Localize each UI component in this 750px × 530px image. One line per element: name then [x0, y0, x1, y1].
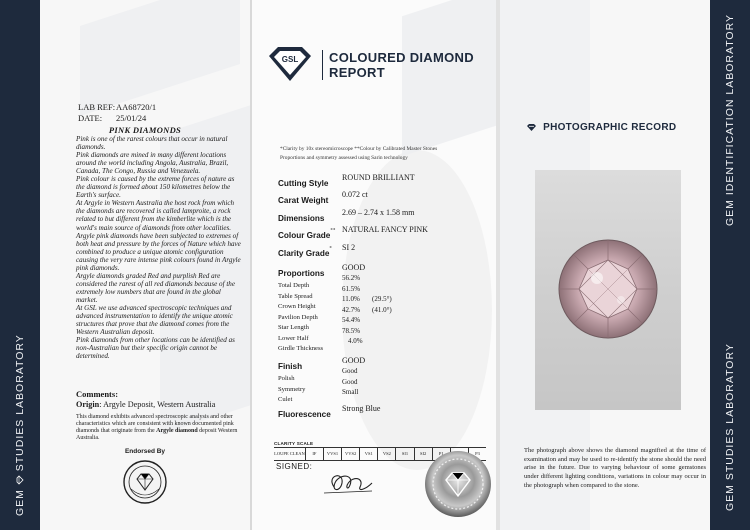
paragraph: Pink is one of the rarest colours that occur in natural diamonds.: [76, 135, 228, 152]
paragraph: Pink diamonds from other locations can be identified as non-Australian but their specific origin cannot be determined.: [76, 336, 235, 361]
origin-line: [76, 400, 215, 409]
right-spine-top-text: GEM IDENTIFICATION LABORATORY: [724, 14, 736, 226]
origin-disclaimer: This diamond exhibits advanced spectroscopic analysis and other characteristics which are consistent with known documented pink diamonds that originate from the Argyle diamond deposit Western Australia.: [76, 414, 238, 441]
paragraph: Pink colour is caused by the extreme forces of nature as the diamond is formed about 150 kilometres below the Earth's surface.: [76, 175, 235, 200]
measurement-notes: *Clarity by 10x stereomicroscope **Colour by Calibrated Master Stones Proportions and symmetry assessed using Sarin technology: [280, 146, 438, 161]
middle-panel: [252, 0, 496, 530]
date-label: DATE:: [78, 113, 103, 123]
right-panel: [500, 0, 710, 530]
lab-reference-block: [78, 102, 156, 124]
clarity-scale-cell: LOUPE CLEAN: [274, 448, 306, 460]
clarity-scale-cell: SI1: [396, 448, 414, 460]
hologram-seal-icon: [424, 450, 492, 518]
clarity-scale-cell: P3: [475, 451, 480, 456]
proportion-detail-row: Lower Half 78.5%: [278, 326, 361, 342]
gsl-logo-icon: [266, 44, 314, 84]
carat-weight-row: Carat Weight 0.072 ct: [278, 190, 368, 205]
date-value: 25/01/24: [116, 113, 147, 123]
clarity-grade-row: Clarity Grade* SI 2: [278, 243, 356, 258]
diamond-photograph: [535, 170, 681, 410]
proportions-row: Proportions GOOD: [278, 263, 366, 278]
left-spine-bottom-text: GEM STUDIES LABORATORY: [14, 334, 26, 516]
clarity-scale-cell: P1: [433, 448, 451, 460]
finish-row: Finish GOOD: [278, 356, 366, 371]
paragraph: At Argyle in Western Australia the host rock from which the diamonds are recovered is called lamproite, a rock related to but different from the kimberlite which is the world's main source of diamonds from other localities.: [76, 199, 235, 232]
origin-label: Origin: [76, 400, 100, 409]
clarity-scale-cell: SI2: [415, 448, 433, 460]
finish-detail-row: Polish Good: [278, 367, 358, 382]
clarity-scale-cell: VS2: [378, 448, 396, 460]
logo-text: GSL: [281, 55, 299, 64]
proportion-detail-row: Star Length 54.4%: [278, 316, 361, 331]
clarity-scale-cell: VVS2: [342, 448, 360, 460]
gem-logo-icon: [16, 475, 24, 485]
clarity-scale-title: CLARITY SCALE: [274, 441, 314, 446]
finish-detail-row: Culet Small: [278, 388, 359, 403]
proportion-detail-row: Crown Height 11.0% (29.5°): [278, 295, 392, 310]
paragraph: Argyle pink diamonds have been subjected to extremes of both heat and pressure by the forces of Nature which have combined to produce a unique atomic configuration causing the very rare intense pink colours found in Argyle pink diamonds.: [76, 231, 241, 272]
comments-heading: Comments:: [76, 389, 119, 399]
round-brilliant-diamond-image: [557, 238, 659, 340]
signed-label: SIGNED:: [276, 462, 313, 471]
clarity-scale-cell: VS1: [360, 448, 378, 460]
paragraph: Pink diamonds are mined in many different locations around the world including Angola, Australia, Brazil, Canada, The Congo, Russia and Venezuela.: [76, 151, 229, 176]
right-spine-bottom-text: GEM STUDIES LABORATORY: [724, 343, 736, 511]
proportion-detail-row: Girdle Thickness 4.0%: [278, 337, 363, 352]
signature-icon: [320, 467, 380, 499]
finish-detail-row: Symmetry Good: [278, 377, 358, 393]
paragraph: At GSL we use advanced spectroscopic techniques and advanced instrumentation to identify the unique atomic structures that prove that the diamond comes from the Western Australian deposit.: [76, 303, 233, 337]
section-title: PINK DIAMONDS: [108, 125, 182, 135]
report-title: COLOURED DIAMOND REPORT: [322, 50, 474, 80]
left-panel: [40, 0, 250, 530]
pink-diamonds-text: [76, 135, 244, 360]
endorsement-seal-icon: [122, 459, 168, 505]
left-spine: [0, 0, 40, 530]
photographic-record-title: PHOTOGRAPHIC RECORD: [526, 122, 676, 133]
proportion-detail-row: Table Spread 61.5%: [278, 284, 361, 300]
fluorescence-row: Fluorescence Strong Blue: [278, 404, 381, 419]
endorsed-by-label: Endorsed By: [124, 448, 166, 455]
photo-caption: The photograph above shows the diamond magnified at the time of examination and may be used to re-identify the stone should the need arise in the future. Due to varying behaviour of some gemstones under different lighting conditions, variations in colour may occur in the photograph when compared to the stone.: [524, 447, 706, 489]
proportion-detail-row: Pavilion Depth 42.7% (41.0°): [278, 305, 392, 321]
origin-value: : Argyle Deposit, Western Australia: [99, 400, 216, 409]
lab-ref-value: AA68720/1: [116, 102, 157, 112]
watermark-band: [80, 0, 240, 116]
colour-grade-row: Colour Grade** NATURAL FANCY PINK: [278, 225, 428, 240]
clarity-scale-cell: VVS1: [324, 448, 342, 460]
lab-ref-label: LAB REF:: [78, 102, 116, 112]
proportion-detail-row: Total Depth 56.2%: [278, 274, 361, 289]
paragraph: Argyle diamonds graded Red and purplish Red are considered the rarest of all red diamonds because of the extremely low numbers that are found in the global market.: [76, 271, 235, 304]
right-spine: [710, 0, 750, 530]
gsl-small-logo-icon: [526, 123, 537, 132]
cutting-style-row: Cutting Style ROUND BRILLIANT: [278, 173, 415, 188]
clarity-scale-cell: IF: [306, 448, 324, 460]
dimensions-row: Dimensions 2.69 – 2.74 x 1.58 mm: [278, 208, 415, 223]
